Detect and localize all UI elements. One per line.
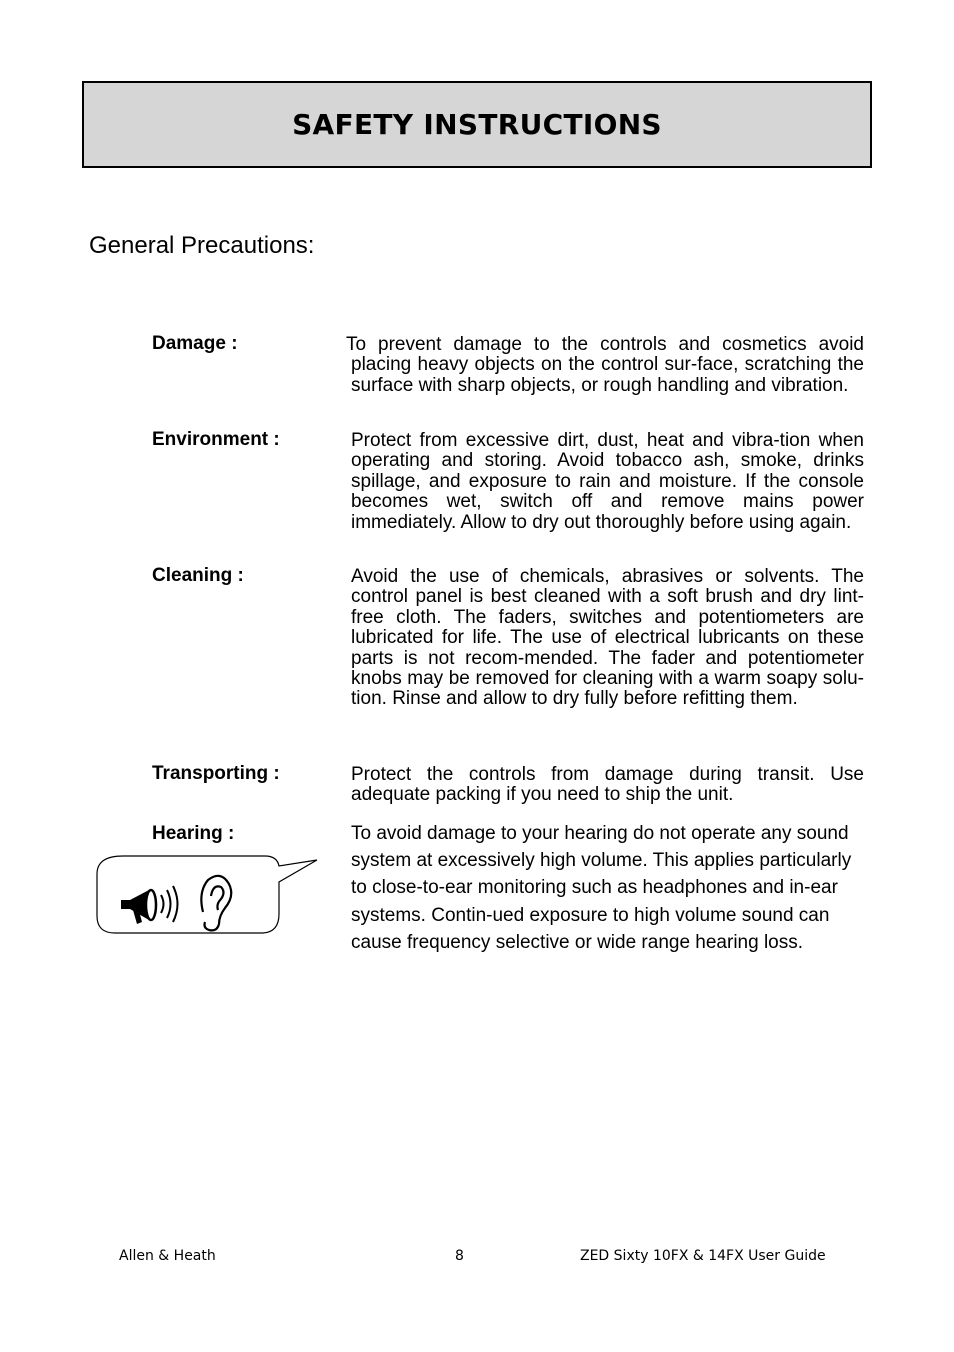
damage-label: Damage :	[152, 333, 238, 354]
title-banner	[82, 81, 872, 168]
hearing-label: Hearing :	[152, 823, 235, 844]
environment-text: Protect from excessive dirt, dust, heat and vibra-tion when operating and storing. Avoid tobacco ash, smoke, drinks spillage, and exposure to rain and moisture. If the console becomes wet, switch off and remove mains power immediately. Allow to dry out thoroughly before using again.	[351, 430, 864, 533]
footer-document-title: ZED Sixty 10FX & 14FX User Guide	[580, 1248, 826, 1264]
cleaning-label: Cleaning :	[152, 565, 244, 586]
cleaning-text: Avoid the use of chemicals, abrasives or solvents. The control panel is best cleaned with a soft brush and dry lint-free cloth. The faders, switches and potentiometers are lubricated for life. The use of electrical lubricants on these parts is not recom-mended. The fader and potentiometer knobs may be removed for cleaning with a warm soapy solu-tion. Rinse and allow to dry fully before refitting them.	[351, 566, 864, 710]
section-heading: General Precautions:	[89, 232, 315, 259]
transporting-label: Transporting :	[152, 763, 280, 784]
hearing-text: To avoid damage to your hearing do not operate any sound system at excessively high volume. This applies particularly to close-to-ear monitoring such as headphones and in-ear systems. Contin-ued exposure to high volume sound can cause frequency selective or wide range hearing loss.	[351, 823, 852, 953]
damage-text: To prevent damage to the controls and cosmetics avoid placing heavy objects on the control sur-face, scratching the surface with sharp objects, or rough handling and vibration.	[346, 334, 864, 396]
footer-page-number: 8	[455, 1248, 464, 1264]
footer-publisher: Allen & Heath	[119, 1248, 216, 1264]
speech-bubble-icon	[95, 852, 320, 937]
transporting-text: Protect the controls from damage during transit. Use adequate packing if you need to ship the unit.	[351, 764, 864, 806]
page-title: SAFETY INSTRUCTIONS	[292, 108, 662, 141]
environment-label: Environment :	[152, 429, 280, 450]
